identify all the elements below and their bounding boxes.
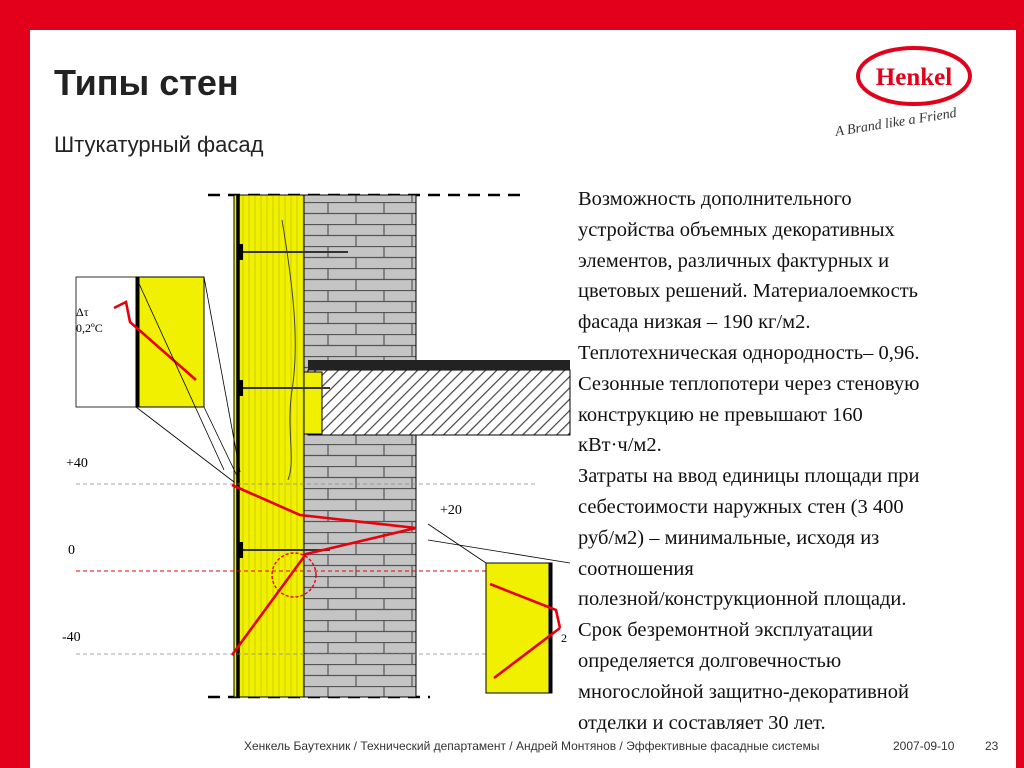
- body-line: Возможность дополнительного: [578, 188, 852, 210]
- delta-symbol: Δτ: [76, 305, 89, 319]
- logo-brand-name: Henkel: [875, 64, 953, 91]
- body-line: многослойной защитно-декоративной: [578, 680, 909, 703]
- insulation-layer: [234, 195, 304, 697]
- top-red-band: [0, 0, 1024, 30]
- leader-line: [428, 524, 486, 563]
- left-detail-frame: [76, 277, 136, 407]
- body-line: кВт·ч/м2.: [578, 434, 662, 457]
- slab-edge-insulation: [304, 372, 322, 434]
- henkel-logo: [830, 42, 998, 144]
- scale-label-minus40: -40: [62, 630, 81, 645]
- floor-finish: [308, 360, 570, 370]
- body-line: определяется долговечностью: [578, 649, 842, 672]
- wall-section-diagram: [30, 180, 575, 700]
- right-detail-insulation: [486, 563, 552, 693]
- left-red-band: [0, 0, 30, 768]
- scale-label-zero: 0: [68, 543, 75, 558]
- body-line: отделки и составляет 30 лет.: [578, 711, 826, 734]
- page-number: 23: [985, 739, 999, 753]
- body-line: конструкцию не превышают 160: [578, 403, 863, 426]
- body-line: руб/м2) – минимальные, исходя из: [578, 526, 880, 549]
- body-line: полезной/конструкционной площади.: [578, 588, 907, 611]
- delta-value: 0,2ºC: [76, 321, 103, 335]
- body-line: Затраты на ввод единицы площади при: [578, 465, 920, 488]
- body-line: фасада низкая – 190 кг/м2.: [578, 311, 811, 334]
- body-text: [578, 184, 1018, 738]
- body-line: Сезонные теплопотери через стеновую: [578, 372, 920, 395]
- body-line: себестоимости наружных стен (3 400: [578, 495, 904, 518]
- inner-temperature-label: +20: [440, 503, 462, 518]
- scale-label-plus40: +40: [66, 456, 88, 471]
- slide-title: Типы стен: [54, 62, 239, 103]
- footer-text: Хенкель Баутехник / Технический департамент / Андрей Монтянов / Эффективные фасадные системы: [244, 739, 820, 753]
- body-line: Срок безремонтной эксплуатации: [578, 619, 873, 642]
- body-line: цветовых решений. Материалоемкость: [578, 280, 919, 303]
- leader-line: [428, 540, 570, 563]
- body-line: соотношения: [578, 557, 694, 580]
- leader-line: [136, 407, 234, 482]
- footer-date: 2007-09-10: [893, 739, 955, 753]
- body-line: устройства объемных декоративных: [578, 218, 895, 241]
- slide-subtitle: Штукатурный фасад: [54, 132, 264, 157]
- body-line: Теплотехническая однородность– 0,96.: [578, 341, 920, 364]
- brick-wall: [304, 195, 416, 697]
- right-detail-label: 2: [561, 631, 567, 645]
- left-detail-insulation: [136, 277, 204, 407]
- floor-slab: [308, 370, 570, 435]
- leader-line: [204, 407, 238, 478]
- logo-slogan: A Brand like a Friend: [834, 105, 958, 140]
- body-line: элементов, различных фактурных и: [578, 249, 890, 272]
